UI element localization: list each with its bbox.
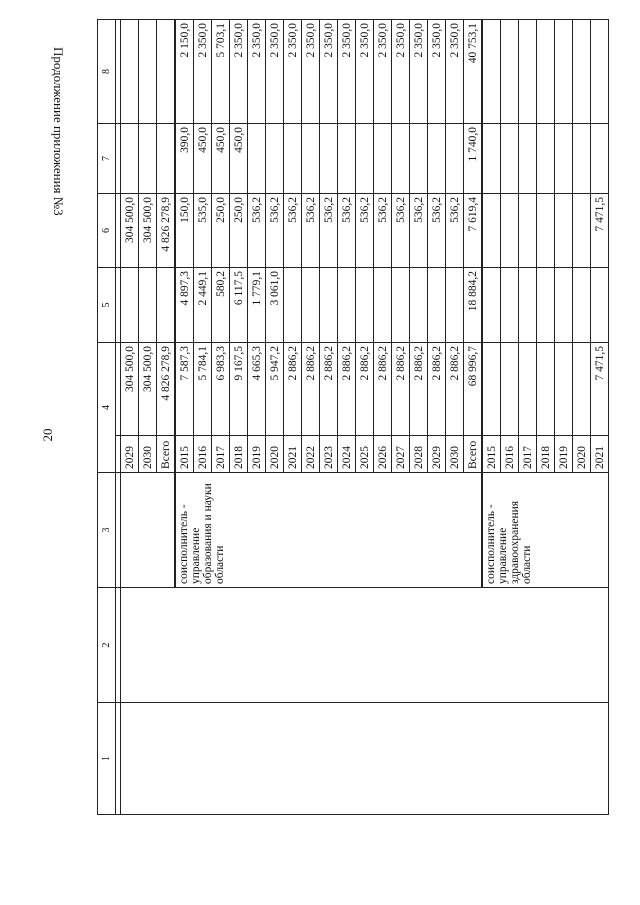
value-cell-c4: 5 784,1 xyxy=(194,343,212,436)
value-cell-c8: 2 350,0 xyxy=(266,20,284,124)
value-cell-c5 xyxy=(410,268,428,343)
column-number-row xyxy=(98,20,116,815)
value-cell-c8: 2 350,0 xyxy=(194,20,212,124)
value-cell-c7 xyxy=(121,124,139,194)
value-cell-c8 xyxy=(591,20,609,124)
value-cell-c7: 1 740,0 xyxy=(464,124,483,194)
value-cell-c4: 4 665,3 xyxy=(248,343,266,436)
executor-cell: соисполнитель - управление образования и науки области xyxy=(175,473,482,588)
value-cell-c6: 536,2 xyxy=(284,194,302,268)
value-cell-c6: 536,2 xyxy=(338,194,356,268)
column-number: 7 xyxy=(98,124,116,194)
value-cell-c8: 2 350,0 xyxy=(356,20,374,124)
value-cell-c7: 450,0 xyxy=(230,124,248,194)
budget-table-frame xyxy=(97,20,606,815)
value-cell-c6: 4 826 278,9 xyxy=(157,194,176,268)
value-cell-c5 xyxy=(482,268,501,343)
table-row xyxy=(121,20,139,815)
value-cell-c7 xyxy=(537,124,555,194)
value-cell-c6: 250,0 xyxy=(212,194,230,268)
value-cell-c8: 2 350,0 xyxy=(338,20,356,124)
value-cell-c7 xyxy=(302,124,320,194)
year-cell: 2028 xyxy=(410,436,428,473)
value-cell-c4: 2 886,2 xyxy=(356,343,374,436)
year-cell: 2019 xyxy=(555,436,573,473)
value-cell-c6 xyxy=(501,194,519,268)
value-cell-c8 xyxy=(555,20,573,124)
value-cell-c4: 7 471,5 xyxy=(591,343,609,436)
budget-table-rotated xyxy=(97,20,606,815)
value-cell-c4 xyxy=(482,343,501,436)
value-cell-c7 xyxy=(392,124,410,194)
executor-cell-previous xyxy=(121,473,176,588)
value-cell-c4 xyxy=(519,343,537,436)
value-cell-c6: 536,2 xyxy=(248,194,266,268)
value-cell-c7 xyxy=(573,124,591,194)
value-cell-c4 xyxy=(501,343,519,436)
value-cell-c6: 536,2 xyxy=(302,194,320,268)
value-cell-c4: 2 886,2 xyxy=(320,343,338,436)
value-cell-c7 xyxy=(356,124,374,194)
value-cell-c4 xyxy=(537,343,555,436)
year-cell: 2029 xyxy=(121,436,139,473)
year-cell: 2016 xyxy=(501,436,519,473)
value-cell-c8: 2 350,0 xyxy=(302,20,320,124)
year-cell: 2030 xyxy=(446,436,464,473)
value-cell-c8 xyxy=(573,20,591,124)
value-cell-c4: 2 886,2 xyxy=(284,343,302,436)
value-cell-c7 xyxy=(519,124,537,194)
value-cell-c7 xyxy=(482,124,501,194)
budget-table xyxy=(97,19,609,815)
value-cell-c5: 3 061,0 xyxy=(266,268,284,343)
value-cell-c7 xyxy=(284,124,302,194)
value-cell-c8: 5 703,1 xyxy=(212,20,230,124)
appendix-continuation-note: Продолжение приложения №3 xyxy=(51,47,66,216)
value-cell-c5 xyxy=(537,268,555,343)
value-cell-c5 xyxy=(392,268,410,343)
value-cell-c8 xyxy=(157,20,176,124)
value-cell-c4 xyxy=(555,343,573,436)
value-cell-c8 xyxy=(537,20,555,124)
value-cell-c4: 2 886,2 xyxy=(302,343,320,436)
value-cell-c5 xyxy=(374,268,392,343)
value-cell-c6: 7 619,4 xyxy=(464,194,483,268)
year-cell: 2029 xyxy=(428,436,446,473)
value-cell-c6: 536,2 xyxy=(320,194,338,268)
year-cell: 2021 xyxy=(591,436,609,473)
year-cell: 2024 xyxy=(338,436,356,473)
value-cell-c6: 150,0 xyxy=(175,194,194,268)
value-cell-c4: 304 500,0 xyxy=(139,343,157,436)
value-cell-c7 xyxy=(320,124,338,194)
value-cell-c5 xyxy=(320,268,338,343)
year-cell: 2027 xyxy=(392,436,410,473)
value-cell-c4: 9 167,5 xyxy=(230,343,248,436)
value-cell-c8: 2 350,0 xyxy=(284,20,302,124)
value-cell-c5 xyxy=(302,268,320,343)
value-cell-c4: 4 826 278,9 xyxy=(157,343,176,436)
value-cell-c5 xyxy=(555,268,573,343)
value-cell-c8: 2 350,0 xyxy=(230,20,248,124)
value-cell-c7: 450,0 xyxy=(194,124,212,194)
group-cell-c1 xyxy=(121,703,609,815)
year-cell: 2025 xyxy=(356,436,374,473)
year-cell: 2026 xyxy=(374,436,392,473)
value-cell-c4: 6 983,3 xyxy=(212,343,230,436)
year-cell: 2021 xyxy=(284,436,302,473)
year-cell: 2017 xyxy=(212,436,230,473)
year-cell: 2023 xyxy=(320,436,338,473)
value-cell-c5 xyxy=(157,268,176,343)
value-cell-c8: 2 350,0 xyxy=(428,20,446,124)
column-number: 5 xyxy=(98,268,116,343)
value-cell-c4: 5 947,2 xyxy=(266,343,284,436)
value-cell-c7 xyxy=(446,124,464,194)
value-cell-c5 xyxy=(356,268,374,343)
value-cell-c7 xyxy=(591,124,609,194)
value-cell-c8 xyxy=(519,20,537,124)
year-cell: 2030 xyxy=(139,436,157,473)
year-cell: Всего xyxy=(157,436,176,473)
value-cell-c5: 4 897,3 xyxy=(175,268,194,343)
value-cell-c6: 536,2 xyxy=(356,194,374,268)
value-cell-c5 xyxy=(519,268,537,343)
column-number: 6 xyxy=(98,194,116,268)
value-cell-c6: 536,2 xyxy=(392,194,410,268)
value-cell-c4: 2 886,2 xyxy=(428,343,446,436)
value-cell-c8: 2 350,0 xyxy=(248,20,266,124)
executor-cell: соисполнитель - управление здравоохранения области xyxy=(482,473,609,588)
value-cell-c8 xyxy=(501,20,519,124)
value-cell-c8 xyxy=(139,20,157,124)
value-cell-c5 xyxy=(501,268,519,343)
value-cell-c8 xyxy=(121,20,139,124)
value-cell-c5 xyxy=(591,268,609,343)
page-number: 20 xyxy=(40,428,55,442)
value-cell-c6: 536,2 xyxy=(266,194,284,268)
value-cell-c6: 535,0 xyxy=(194,194,212,268)
value-cell-c4: 68 996,7 xyxy=(464,343,483,436)
value-cell-c8: 2 350,0 xyxy=(374,20,392,124)
year-cell: 2015 xyxy=(175,436,194,473)
value-cell-c5 xyxy=(139,268,157,343)
value-cell-c6: 304 500,0 xyxy=(139,194,157,268)
value-cell-c6: 250,0 xyxy=(230,194,248,268)
year-cell: 2020 xyxy=(266,436,284,473)
value-cell-c5: 6 117,5 xyxy=(230,268,248,343)
column-number: 1 xyxy=(98,703,116,815)
value-cell-c8: 2 350,0 xyxy=(392,20,410,124)
value-cell-c4: 304 500,0 xyxy=(121,343,139,436)
value-cell-c4 xyxy=(573,343,591,436)
value-cell-c5 xyxy=(428,268,446,343)
value-cell-c7 xyxy=(248,124,266,194)
column-number: 3 xyxy=(98,473,116,588)
value-cell-c7 xyxy=(157,124,176,194)
value-cell-c7: 390,0 xyxy=(175,124,194,194)
value-cell-c5 xyxy=(573,268,591,343)
value-cell-c4: 2 886,2 xyxy=(374,343,392,436)
value-cell-c5 xyxy=(121,268,139,343)
value-cell-c6: 536,2 xyxy=(410,194,428,268)
value-cell-c7 xyxy=(139,124,157,194)
value-cell-c5: 580,2 xyxy=(212,268,230,343)
value-cell-c7: 450,0 xyxy=(212,124,230,194)
value-cell-c7 xyxy=(266,124,284,194)
column-number: 8 xyxy=(98,20,116,124)
value-cell-c7 xyxy=(374,124,392,194)
value-cell-c5: 18 884,2 xyxy=(464,268,483,343)
value-cell-c7 xyxy=(555,124,573,194)
value-cell-c6: 536,2 xyxy=(428,194,446,268)
value-cell-c4: 2 886,2 xyxy=(392,343,410,436)
value-cell-c6 xyxy=(482,194,501,268)
year-cell: 2018 xyxy=(537,436,555,473)
year-cell: Всего xyxy=(464,436,483,473)
year-cell: 2017 xyxy=(519,436,537,473)
year-cell: 2018 xyxy=(230,436,248,473)
year-cell: 2015 xyxy=(482,436,501,473)
value-cell-c8: 2 350,0 xyxy=(410,20,428,124)
value-cell-c6 xyxy=(555,194,573,268)
value-cell-c4: 2 886,2 xyxy=(410,343,428,436)
value-cell-c7 xyxy=(501,124,519,194)
value-cell-c7 xyxy=(428,124,446,194)
value-cell-c4: 2 886,2 xyxy=(446,343,464,436)
group-cell-c2 xyxy=(121,588,609,703)
value-cell-c6: 7 471,5 xyxy=(591,194,609,268)
value-cell-c6 xyxy=(537,194,555,268)
value-cell-c5 xyxy=(284,268,302,343)
value-cell-c7 xyxy=(338,124,356,194)
year-cell: 2020 xyxy=(573,436,591,473)
value-cell-c5: 1 779,1 xyxy=(248,268,266,343)
value-cell-c6: 536,2 xyxy=(446,194,464,268)
year-cell: 2016 xyxy=(194,436,212,473)
value-cell-c8: 2 150,0 xyxy=(175,20,194,124)
year-cell: 2022 xyxy=(302,436,320,473)
value-cell-c6 xyxy=(573,194,591,268)
value-cell-c5 xyxy=(446,268,464,343)
year-cell: 2019 xyxy=(248,436,266,473)
value-cell-c8 xyxy=(482,20,501,124)
value-cell-c5: 2 449,1 xyxy=(194,268,212,343)
value-cell-c7 xyxy=(410,124,428,194)
value-cell-c5 xyxy=(338,268,356,343)
value-cell-c4: 7 587,3 xyxy=(175,343,194,436)
value-cell-c6: 304 500,0 xyxy=(121,194,139,268)
value-cell-c6: 536,2 xyxy=(374,194,392,268)
value-cell-c8: 40 753,1 xyxy=(464,20,483,124)
value-cell-c6 xyxy=(519,194,537,268)
column-number: 4 xyxy=(98,343,116,473)
value-cell-c8: 2 350,0 xyxy=(446,20,464,124)
column-number: 2 xyxy=(98,588,116,703)
value-cell-c8: 2 350,0 xyxy=(320,20,338,124)
value-cell-c4: 2 886,2 xyxy=(338,343,356,436)
